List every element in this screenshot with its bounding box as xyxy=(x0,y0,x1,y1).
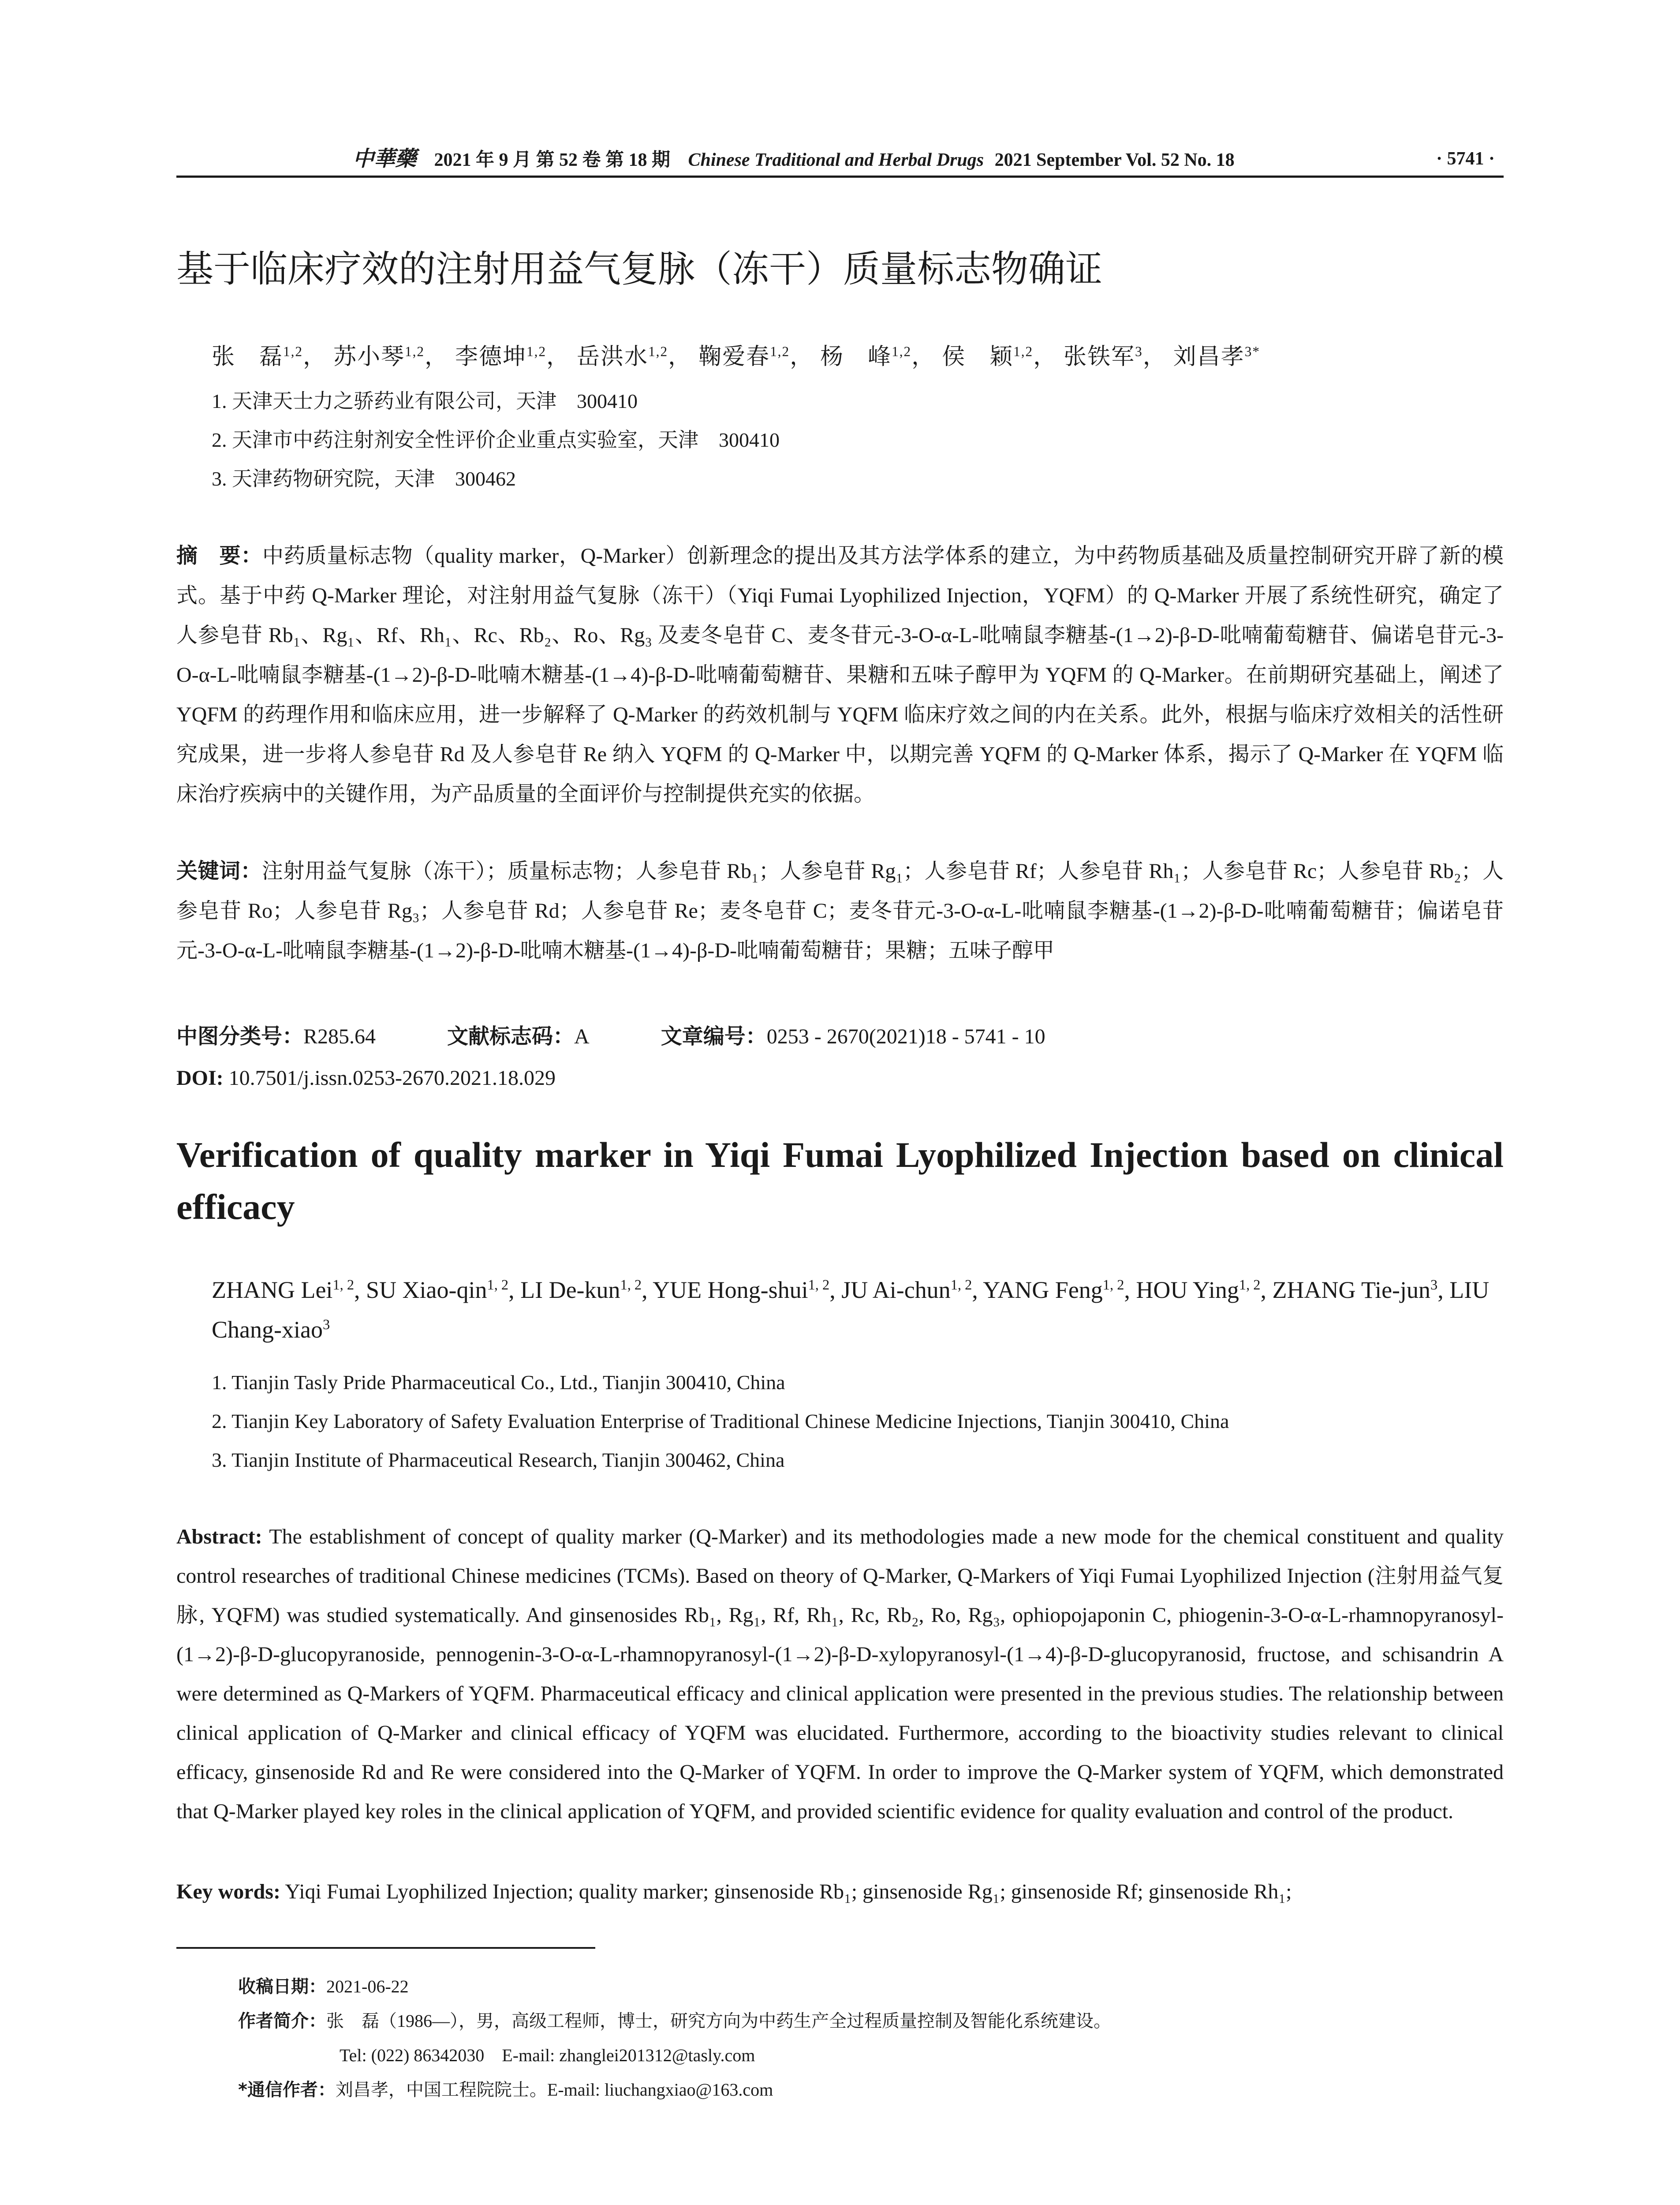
en-abstract-label: Abstract: xyxy=(176,1525,262,1548)
cn-title: 基于临床疗效的注射用益气复脉（冻干）质量标志物确证 xyxy=(176,247,1103,291)
cn-keywords xyxy=(176,851,1504,971)
en-affiliation: 2. Tianjin Key Laboratory of Safety Evaluation Enterprise of Traditional Chinese Medicine Injections, Tianjin 300410, China xyxy=(212,1410,1229,1432)
cn-authors: 张 磊$^{1,2}$， 苏小琴$^{1,2}$， 李德坤$^{1,2}$， 岳洪水$^{1,2}$， 鞠爱春$^{1,2}$， 杨 峰$^{1,2}$， 侯 颖$^{1,2}$， 张铁军$^3$， 刘昌孝$^{3*}$ xyxy=(212,344,1260,370)
running-header xyxy=(176,141,1504,176)
author: LI De-kun$^{1, 2}$ xyxy=(520,1277,642,1303)
footnote-received: 收稿日期：2021-06-22 xyxy=(238,1977,409,1997)
author: 苏小琴$^{1,2}$ xyxy=(333,344,425,370)
clc-number: 中图分类号：R285.64 xyxy=(176,1024,376,1049)
header-rule xyxy=(176,176,1504,178)
doi-line xyxy=(176,1061,1504,1096)
journal-info xyxy=(353,141,1235,178)
page-number: · 5741 · xyxy=(1436,149,1495,169)
en-authors: ZHANG Lei$^{1, 2}$, SU Xiao-qin$^{1, 2}$, LI De-kun$^{1, 2}$, YUE Hong-shui$^{1, 2}$, JU Ai-chun$^{1, 2}$, YANG Feng$^{1, 2}$, HOU Ying$^{1, 2}$, ZHANG Tie-jun$^3$, LIU Chang-xiao$^3$ xyxy=(212,1277,1490,1343)
author: 岳洪水$^{1,2}$ xyxy=(577,344,668,370)
en-keywords-label: Key words: xyxy=(176,1880,280,1903)
author: 刘昌孝$^{3*}$ xyxy=(1173,344,1260,370)
author: SU Xiao-qin$^{1, 2}$ xyxy=(366,1277,509,1303)
en-title: Verification of quality marker in Yiqi Fumai Lyophilized Injection based on clinical efficacy xyxy=(176,1135,1504,1227)
author: YUE Hong-shui$^{1, 2}$ xyxy=(653,1277,830,1303)
en-affiliation: 1. Tianjin Tasly Pride Pharmaceutical Co., Ltd., Tianjin 300410, China xyxy=(212,1371,785,1394)
footnote-rule xyxy=(176,1947,595,1949)
doi-label: DOI: xyxy=(176,1066,224,1090)
author: 杨 峰$^{1,2}$ xyxy=(820,344,912,370)
author: 鞠爱春$^{1,2}$ xyxy=(698,344,790,370)
footnote-corresponding: *通信作者：刘昌孝，中国工程院院士。E-mail: liuchangxiao@163.com xyxy=(238,2080,773,2100)
author: 张铁军$^3$ xyxy=(1064,344,1143,370)
journal-en: Chinese Traditional and Herbal Drugs xyxy=(688,150,984,170)
footnote-author-bio: 作者简介：张 磊（1986—），男，高级工程师，博士，研究方向为中药生产全过程质量控制及智能化系统建设。 xyxy=(238,2011,1111,2031)
cn-keywords-text: 注射用益气复脉（冻干）；质量标志物；人参皂苷 Rb₁；人参皂苷 Rg₁；人参皂苷 Rf；人参皂苷 Rh₁；人参皂苷 Rc；人参皂苷 Rb₂；人参皂苷 Ro；人参皂苷 Rg₃；人参皂苷 Rd；人参皂苷 Re；麦冬皂苷 C；麦冬苷元-3-O-α-L-吡喃鼠李糖基-(1→2)-β-D-吡喃葡萄糖苷；偏诺皂苷元-3-O-α-L-吡喃鼠李糖基-(1→2)-β-D-吡喃木糖基-(1→4)-β-D-吡喃葡萄糖苷；果糖；五味子醇甲 xyxy=(176,860,1504,962)
en-keywords xyxy=(176,1872,1504,1911)
journal-en-tail: 2021 September Vol. 52 No. 18 xyxy=(994,150,1235,170)
document-code: 文献标志码：A xyxy=(447,1024,590,1049)
cn-abstract xyxy=(176,536,1504,814)
en-abstract-text: The establishment of concept of quality marker (Q-Marker) and its methodologies made a new mode for the chemical constituent and quality control researches of traditional Chinese medicines (TCMs). Based on theory of Q-Marker, Q-Markers of Yiqi Fumai Lyophilized Injection (注射用益气复脉, YQFM) was studied systematically. And ginsenosides Rb₁, Rg₁, Rf, Rh₁, Rc, Rb₂, Ro, Rg₃, ophiopojaponin C, phiogenin-3-O-α-L-rhamnopyranosyl-(1→2)-β-D-glucopyranoside, pennogenin-3-O-α-L-rhamnopyranosyl-(1→2)-β-D-xylopyranosyl-(1→4)-β-D-glucopyranosid, fructose, and schisandrin A were determined as Q-Markers of YQFM. Pharmaceutical efficacy and clinical application were presented in the previous studies. The relationship between clinical application of Q-Marker and clinical efficacy of YQFM was elucidated. Furthermore, according to the bioactivity studies relevant to clinical efficacy, ginsenoside Rd and Re were considered into the Q-Marker of YQFM. In order to improve the Q-Marker system of YQFM, which demonstrated that Q-Marker played key roles in the clinical application of YQFM, and provided scientific evidence for quality evaluation and control of the product. xyxy=(176,1525,1504,1823)
author: 侯 颖$^{1,2}$ xyxy=(942,344,1034,370)
doi-value: 10.7501/j.issn.0253-2670.2021.18.029 xyxy=(228,1066,556,1090)
author: 张 磊$^{1,2}$ xyxy=(212,344,303,370)
author: LIU Chang-xiao$^3$ xyxy=(212,1277,1490,1343)
en-keywords-text: Yiqi Fumai Lyophilized Injection; quality marker; ginsenoside Rb₁; ginsenoside Rg₁; ginsenoside Rf; ginsenoside Rh₁; xyxy=(285,1880,1292,1903)
en-affiliation: 3. Tianjin Institute of Pharmaceutical Research, Tianjin 300462, China xyxy=(212,1449,785,1471)
cn-affiliation: 1. 天津天士力之骄药业有限公司，天津 300410 xyxy=(212,390,638,412)
en-abstract xyxy=(176,1517,1504,1831)
cn-affiliation: 3. 天津药物研究院，天津 300462 xyxy=(212,467,516,490)
cn-keywords-label: 关键词： xyxy=(176,859,262,883)
author: 李德坤$^{1,2}$ xyxy=(455,344,547,370)
footnote-contact: Tel: (022) 86342030 E-mail: zhanglei201312@tasly.com xyxy=(340,2045,755,2065)
cn-affiliation: 2. 天津市中药注射剂安全性评价企业重点实验室，天津 300410 xyxy=(212,429,780,451)
journal-brand: 中華藥 xyxy=(353,146,417,171)
cn-abstract-label: 摘 要： xyxy=(176,543,263,568)
author: ZHANG Tie-jun$^3$ xyxy=(1272,1277,1438,1303)
author: JU Ai-chun$^{1, 2}$ xyxy=(841,1277,972,1303)
journal-cn: 2021 年 9 月 第 52 卷 第 18 期 xyxy=(434,150,671,170)
cn-abstract-text: 中药质量标志物（quality marker，Q-Marker）创新理念的提出及其方法学体系的建立，为中药物质基础及质量控制研究开辟了新的模式。基于中药 Q-Marker 理论，对注射用益气复脉（冻干）（Yiqi Fumai Lyophilized Injection，YQFM）的 Q-Marker 开展了系统性研究，确定了人参皂苷 Rb₁、Rg₁、Rf、Rh₁、Rc、Rb₂、Ro、Rg₃ 及麦冬皂苷 C、麦冬苷元-3-O-α-L-吡喃鼠李糖基-(1→2)-β-D-吡喃葡萄糖苷、偏诺皂苷元-3-O-α-L-吡喃鼠李糖基-(1→2)-β-D-吡喃木糖基-(1→4)-β-D-吡喃葡萄糖苷、果糖和五味子醇甲为 YQFM 的 Q-Marker。在前期研究基础上，阐述了 YQFM 的药理作用和临床应用，进一步解释了 Q-Marker 的药效机制与 YQFM 临床疗效之间的内在关系。此外，根据与临床疗效相关的活性研究成果，进一步将人参皂苷 Rd 及人参皂苷 Re 纳入 YQFM 的 Q-Marker 中，以期完善 YQFM 的 Q-Marker 体系，揭示了 Q-Marker 在 YQFM 临床治疗疾病中的关键作用，为产品质量的全面评价与控制提供充实的依据。 xyxy=(176,544,1504,806)
article-number: 文章编号：0253 - 2670(2021)18 - 5741 - 10 xyxy=(661,1024,1045,1049)
author: YANG Feng$^{1, 2}$ xyxy=(983,1277,1124,1303)
author: ZHANG Lei$^{1, 2}$ xyxy=(212,1277,355,1303)
classification-line xyxy=(176,1019,1504,1054)
author: HOU Ying$^{1, 2}$ xyxy=(1136,1277,1261,1303)
